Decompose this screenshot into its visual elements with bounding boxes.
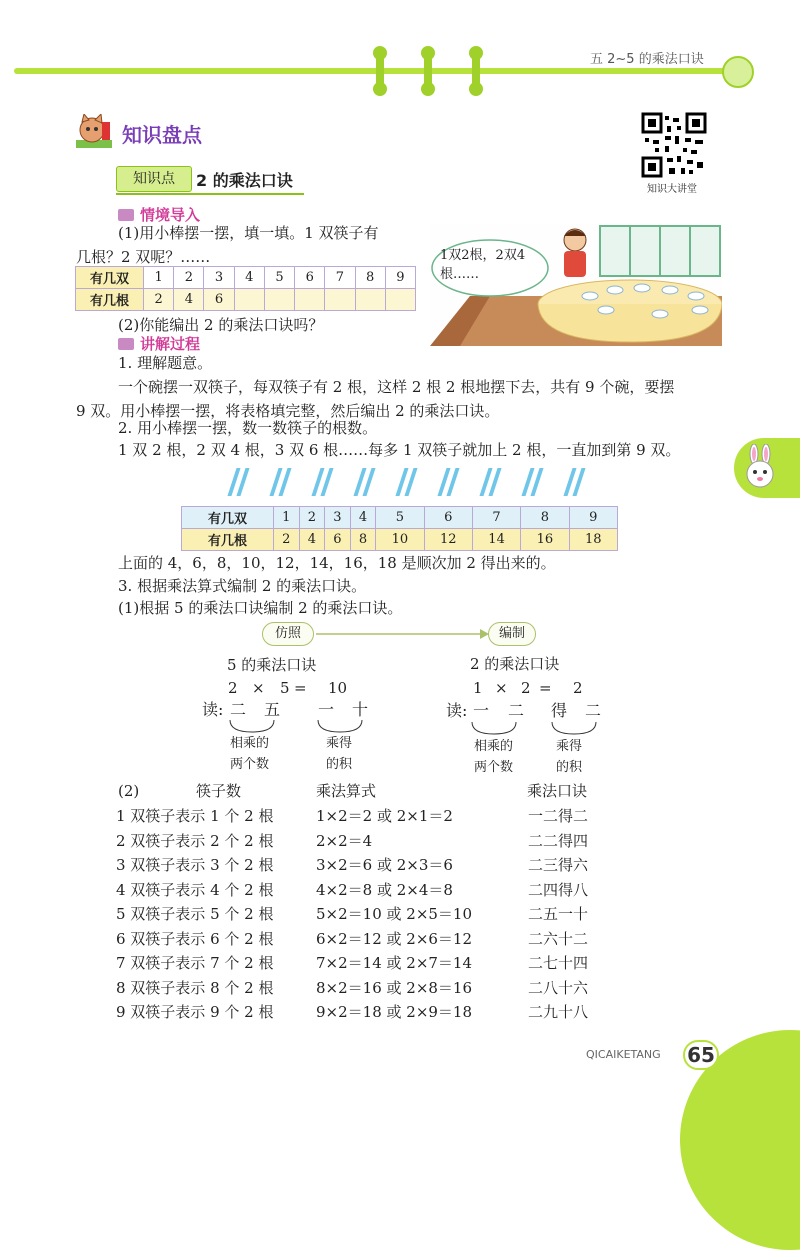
- table-cell: 14: [472, 529, 520, 551]
- list-header: 乘法口诀: [527, 782, 588, 800]
- stick-pairs: [230, 466, 630, 500]
- intro-heading: 情境导入: [140, 206, 201, 224]
- explain-p7: 3. 根据乘法算式编制 2 的乘法口诀。: [118, 577, 367, 595]
- binder-clip-icon: [472, 50, 480, 92]
- bunny-icon: [740, 444, 780, 488]
- table-cell: 1: [274, 507, 300, 529]
- table-cell: 3: [204, 267, 234, 289]
- binder-clip-icon: [376, 50, 384, 92]
- table-cell: 9: [385, 267, 415, 289]
- table-cell: 10: [376, 529, 424, 551]
- blank-cell[interactable]: [325, 289, 355, 311]
- list-header: 乘法算式: [316, 782, 377, 800]
- table-cell: 16: [521, 529, 569, 551]
- pencil-icon: [118, 209, 134, 221]
- left-read-char: 一: [318, 700, 335, 719]
- intro-table: [75, 266, 416, 311]
- explain-p3: 9 双。用小棒摆一摆，将表格填完整，然后编出 2 的乘法口诀。: [76, 402, 500, 420]
- explain-p1: 1. 理解题意。: [118, 354, 213, 372]
- table-cell: 2: [174, 267, 204, 289]
- mascot-logo-icon: [722, 56, 754, 88]
- boy-with-bowls-illustration: [430, 224, 722, 346]
- table-cell: 18: [569, 529, 617, 551]
- row-label: 有几双: [76, 267, 144, 289]
- left-read-label: 读:: [202, 700, 224, 719]
- table-cell: 4: [299, 529, 325, 551]
- cat-mascot-icon: [74, 114, 114, 150]
- footer-brand: QICAIKETANG: [586, 1048, 661, 1061]
- right-read-label: 读:: [446, 701, 468, 720]
- left-read-char: 二: [230, 700, 247, 719]
- explain-p5: 1 双 2 根，2 双 4 根，3 双 6 根……每多 1 双筷子就加上 2 根，一直加到第 9 双。: [118, 441, 681, 459]
- table-cell: 4: [234, 267, 264, 289]
- blank-cell[interactable]: [264, 289, 294, 311]
- pencil-icon: [118, 338, 134, 350]
- table-cell: 8: [355, 267, 385, 289]
- row-label: 有几根: [76, 289, 144, 311]
- row-label: 有几根: [182, 529, 274, 551]
- intro-question2: (2)你能编出 2 的乘法口诀吗？: [118, 316, 324, 334]
- left-note1: 相乘的 两个数: [230, 736, 270, 772]
- qr-caption: 知识大讲堂: [647, 184, 697, 195]
- table-cell: 4: [350, 507, 376, 529]
- explain-p6: 上面的 4，6，8，10，12，14，16，18 是顺次加 2 得出来的。: [118, 554, 556, 572]
- blank-cell[interactable]: [234, 289, 264, 311]
- compose-box: 编制: [488, 622, 536, 646]
- table-cell: 6: [295, 267, 325, 289]
- table-cell: 2: [299, 507, 325, 529]
- table-cell: 12: [424, 529, 472, 551]
- right-read-char: 二: [585, 701, 602, 720]
- left-read-char: 五: [264, 700, 281, 719]
- page-number: 65: [683, 1040, 719, 1070]
- right-read-char: 得: [551, 701, 568, 720]
- table-cell: 5: [264, 267, 294, 289]
- knowledge-point-title: 2 的乘法口诀: [196, 171, 293, 190]
- table-cell: 9: [569, 507, 617, 529]
- list-label: (2): [118, 782, 140, 800]
- knowledge-point-underline: [116, 193, 304, 195]
- table-cell: 8: [521, 507, 569, 529]
- speech-bubble-text: 1双2根，2双4根……: [440, 248, 526, 282]
- table-cell: 2: [144, 289, 174, 311]
- right-note2: 乘得 的积: [556, 739, 583, 775]
- qr-code-icon[interactable]: [641, 112, 707, 178]
- chapter-title: 五 2~5 的乘法口诀: [590, 52, 704, 67]
- imitate-box: 仿照: [262, 622, 314, 646]
- explain-table: [181, 506, 618, 551]
- knowledge-point-badge: 知识点: [116, 166, 192, 192]
- left-diagram-title: 5 的乘法口诀: [227, 656, 317, 674]
- explain-p2: 一个碗摆一双筷子，每双筷子有 2 根，这样 2 根 2 根地摆下去，共有 9 个碗，要摆: [118, 378, 675, 396]
- right-read-char: 一: [473, 701, 490, 720]
- table-cell: 6: [424, 507, 472, 529]
- explain-heading: 讲解过程: [140, 335, 201, 353]
- explain-p8: (1)根据 5 的乘法口诀编制 2 的乘法口诀。: [118, 599, 403, 617]
- right-diagram-title: 2 的乘法口诀: [470, 655, 560, 673]
- explain-p4: 2. 用小棒摆一摆，数一数筷子的根数。: [118, 419, 378, 437]
- table-cell: 5: [376, 507, 424, 529]
- left-note2: 乘得 的积: [326, 736, 353, 772]
- table-cell: 8: [350, 529, 376, 551]
- table-cell: 6: [325, 529, 351, 551]
- row-label: 有几双: [182, 507, 274, 529]
- blank-cell[interactable]: [385, 289, 415, 311]
- table-cell: 7: [325, 267, 355, 289]
- right-read-char: 二: [508, 701, 525, 720]
- table-cell: 4: [174, 289, 204, 311]
- table-cell: 1: [144, 267, 174, 289]
- table-cell: 3: [325, 507, 351, 529]
- arrow-icon: [314, 626, 490, 642]
- blank-cell[interactable]: [355, 289, 385, 311]
- table-cell: 7: [472, 507, 520, 529]
- table-cell: 2: [274, 529, 300, 551]
- section-title: 知识盘点: [122, 123, 202, 147]
- table-cell: 6: [204, 289, 234, 311]
- intro-line2: 几根？2 双呢？……: [76, 248, 211, 266]
- list-header: 筷子数: [196, 782, 242, 800]
- intro-line1: (1)用小棒摆一摆，填一填。1 双筷子有: [118, 224, 379, 242]
- right-note1: 相乘的 两个数: [474, 739, 514, 775]
- binder-clip-icon: [424, 50, 432, 92]
- left-read-char: 十: [352, 700, 369, 719]
- blank-cell[interactable]: [295, 289, 325, 311]
